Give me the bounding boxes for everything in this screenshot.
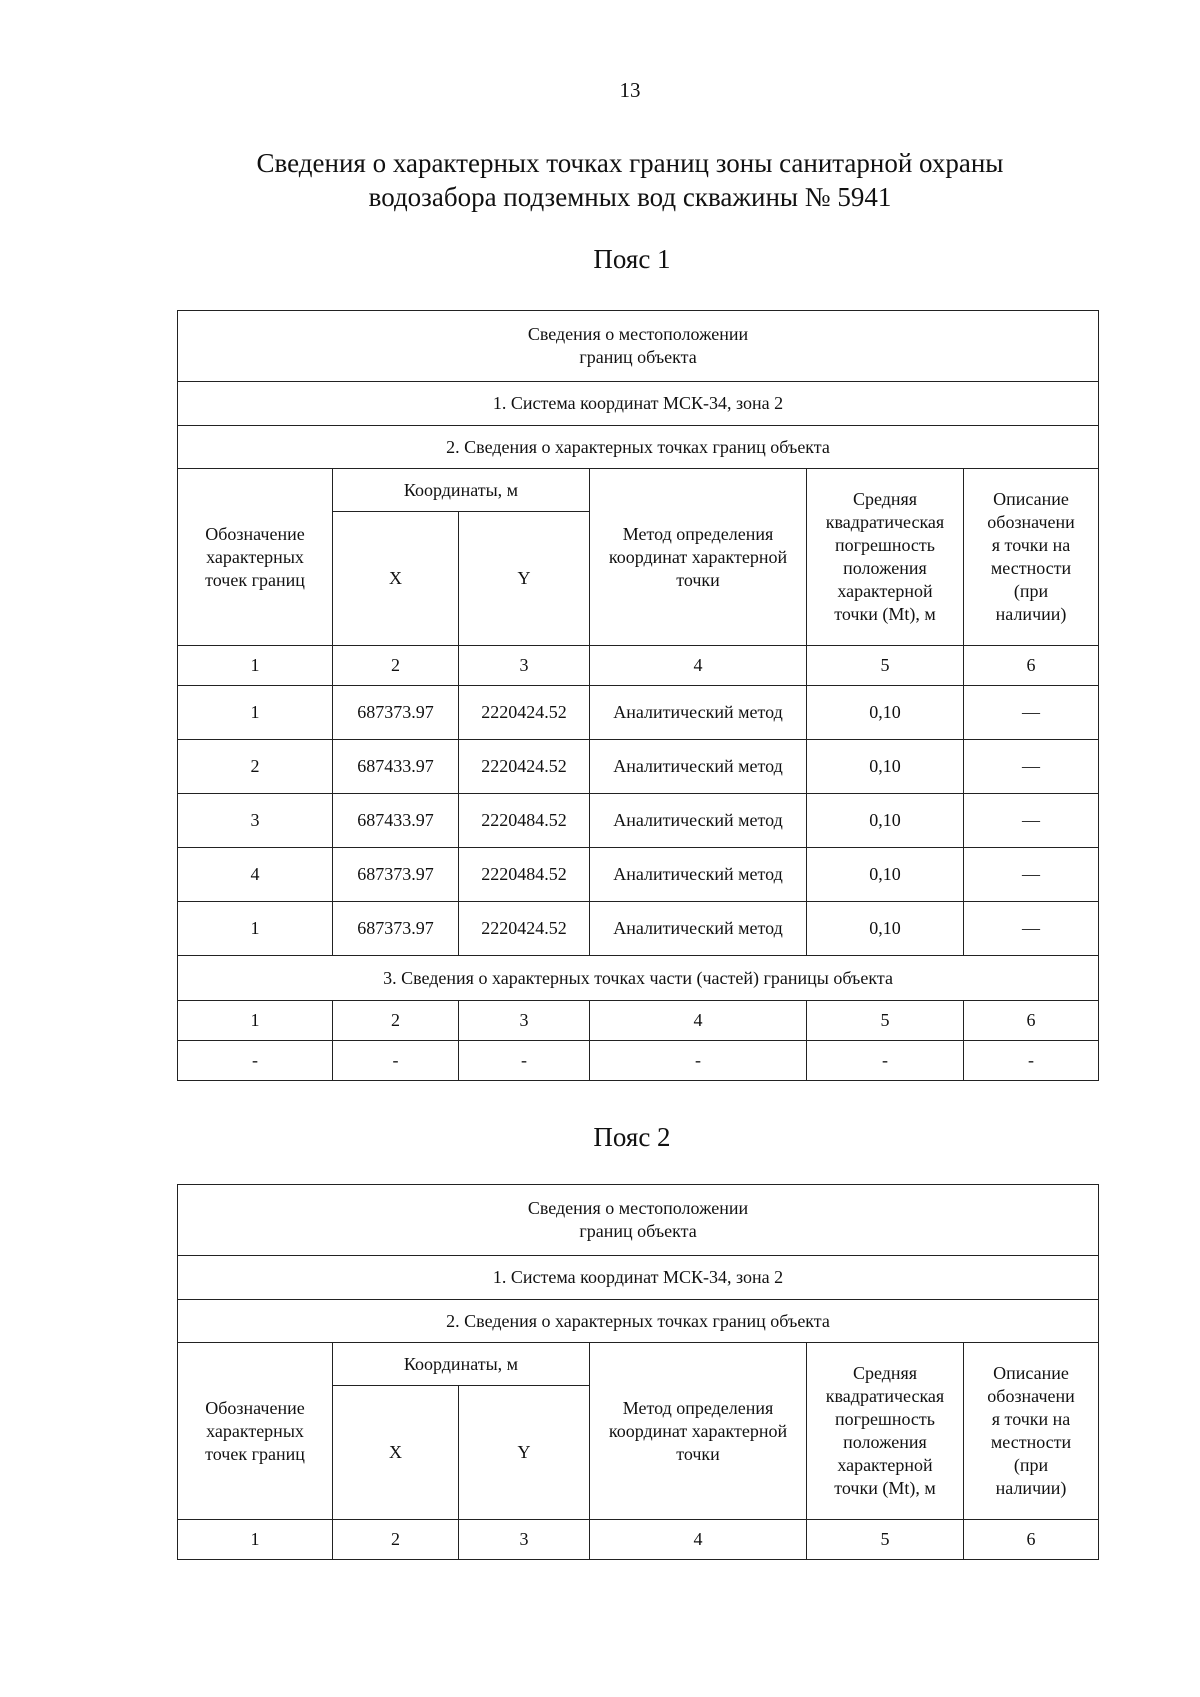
x-cell: 687373.97 <box>333 902 459 956</box>
x-cell: 687433.97 <box>333 740 459 794</box>
error-cell: 0,10 <box>807 794 964 848</box>
point-cell: 1 <box>178 902 333 956</box>
y-cell: 2220484.52 <box>459 848 590 902</box>
point-cell: 4 <box>178 848 333 902</box>
description-cell: — <box>964 848 1099 902</box>
column-numbers-row: 1 2 3 4 5 6 <box>178 646 1099 686</box>
x-cell: 687373.97 <box>333 848 459 902</box>
title-line-2: водозабора подземных вод скважины № 5941 <box>368 182 892 212</box>
header-coordinates: Координаты, м <box>333 1343 590 1386</box>
header-coordinates: Координаты, м <box>333 469 590 512</box>
point-cell: 3 <box>178 794 333 848</box>
location-header: Сведения о местоположении границ объекта <box>178 1185 1099 1256</box>
y-cell: 2220484.52 <box>459 794 590 848</box>
document-title <box>0 146 1200 214</box>
method-cell: Аналитический метод <box>590 848 807 902</box>
belt-1-table <box>177 310 1099 1081</box>
point-cell: 2 <box>178 740 333 794</box>
error-cell: 0,10 <box>807 848 964 902</box>
description-cell: — <box>964 740 1099 794</box>
description-cell: — <box>964 794 1099 848</box>
error-cell: 0,10 <box>807 740 964 794</box>
belt-1-title: Пояс 1 <box>593 244 671 274</box>
header-error: Средняя квадратическая погрешность положения характерной точки (Mt), м <box>807 469 964 646</box>
title-line-1: Сведения о характерных точках границ зоны санитарной охраны <box>256 148 1004 178</box>
header-x: X <box>333 512 459 646</box>
header-method: Метод определения координат характерной точки <box>590 1343 807 1520</box>
y-cell: 2220424.52 <box>459 902 590 956</box>
method-cell: Аналитический метод <box>590 902 807 956</box>
parts-numbers-row: 1 2 3 4 5 6 <box>178 1001 1099 1041</box>
column-numbers-row: 1 2 3 4 5 6 <box>178 1520 1099 1560</box>
points-section-row: 2. Сведения о характерных точках границ объекта <box>178 1300 1099 1343</box>
description-cell: — <box>964 686 1099 740</box>
coord-system-row: 1. Система координат МСК-34, зона 2 <box>178 382 1099 426</box>
points-section-row: 2. Сведения о характерных точках границ объекта <box>178 426 1099 469</box>
point-cell: 1 <box>178 686 333 740</box>
table-row <box>178 902 1099 956</box>
table-row <box>178 794 1099 848</box>
method-cell: Аналитический метод <box>590 686 807 740</box>
page-number: 13 <box>619 78 641 102</box>
belt-2-title: Пояс 2 <box>593 1122 671 1152</box>
description-cell: — <box>964 902 1099 956</box>
parts-section-row: 3. Сведения о характерных точках части (частей) границы объекта <box>178 956 1099 1001</box>
x-cell: 687373.97 <box>333 686 459 740</box>
method-cell: Аналитический метод <box>590 794 807 848</box>
coord-system-row: 1. Система координат МСК-34, зона 2 <box>178 1256 1099 1300</box>
method-cell: Аналитический метод <box>590 740 807 794</box>
belt-2-table <box>177 1184 1099 1560</box>
header-designation: Обозначение характерных точек границ <box>178 1343 333 1520</box>
y-cell: 2220424.52 <box>459 686 590 740</box>
parts-values-row: - - - - - - <box>178 1041 1099 1081</box>
table-row <box>178 740 1099 794</box>
header-x: X <box>333 1386 459 1520</box>
y-cell: 2220424.52 <box>459 740 590 794</box>
header-description: Описание обозначени я точки на местности (при наличии) <box>964 1343 1099 1520</box>
error-cell: 0,10 <box>807 902 964 956</box>
header-y: Y <box>459 1386 590 1520</box>
x-cell: 687433.97 <box>333 794 459 848</box>
header-description: Описание обозначени я точки на местности (при наличии) <box>964 469 1099 646</box>
table-row <box>178 848 1099 902</box>
header-y: Y <box>459 512 590 646</box>
table-row <box>178 686 1099 740</box>
header-method: Метод определения координат характерной точки <box>590 469 807 646</box>
error-cell: 0,10 <box>807 686 964 740</box>
location-header: Сведения о местоположении границ объекта <box>178 311 1099 382</box>
header-designation: Обозначение характерных точек границ <box>178 469 333 646</box>
header-error: Средняя квадратическая погрешность положения характерной точки (Mt), м <box>807 1343 964 1520</box>
